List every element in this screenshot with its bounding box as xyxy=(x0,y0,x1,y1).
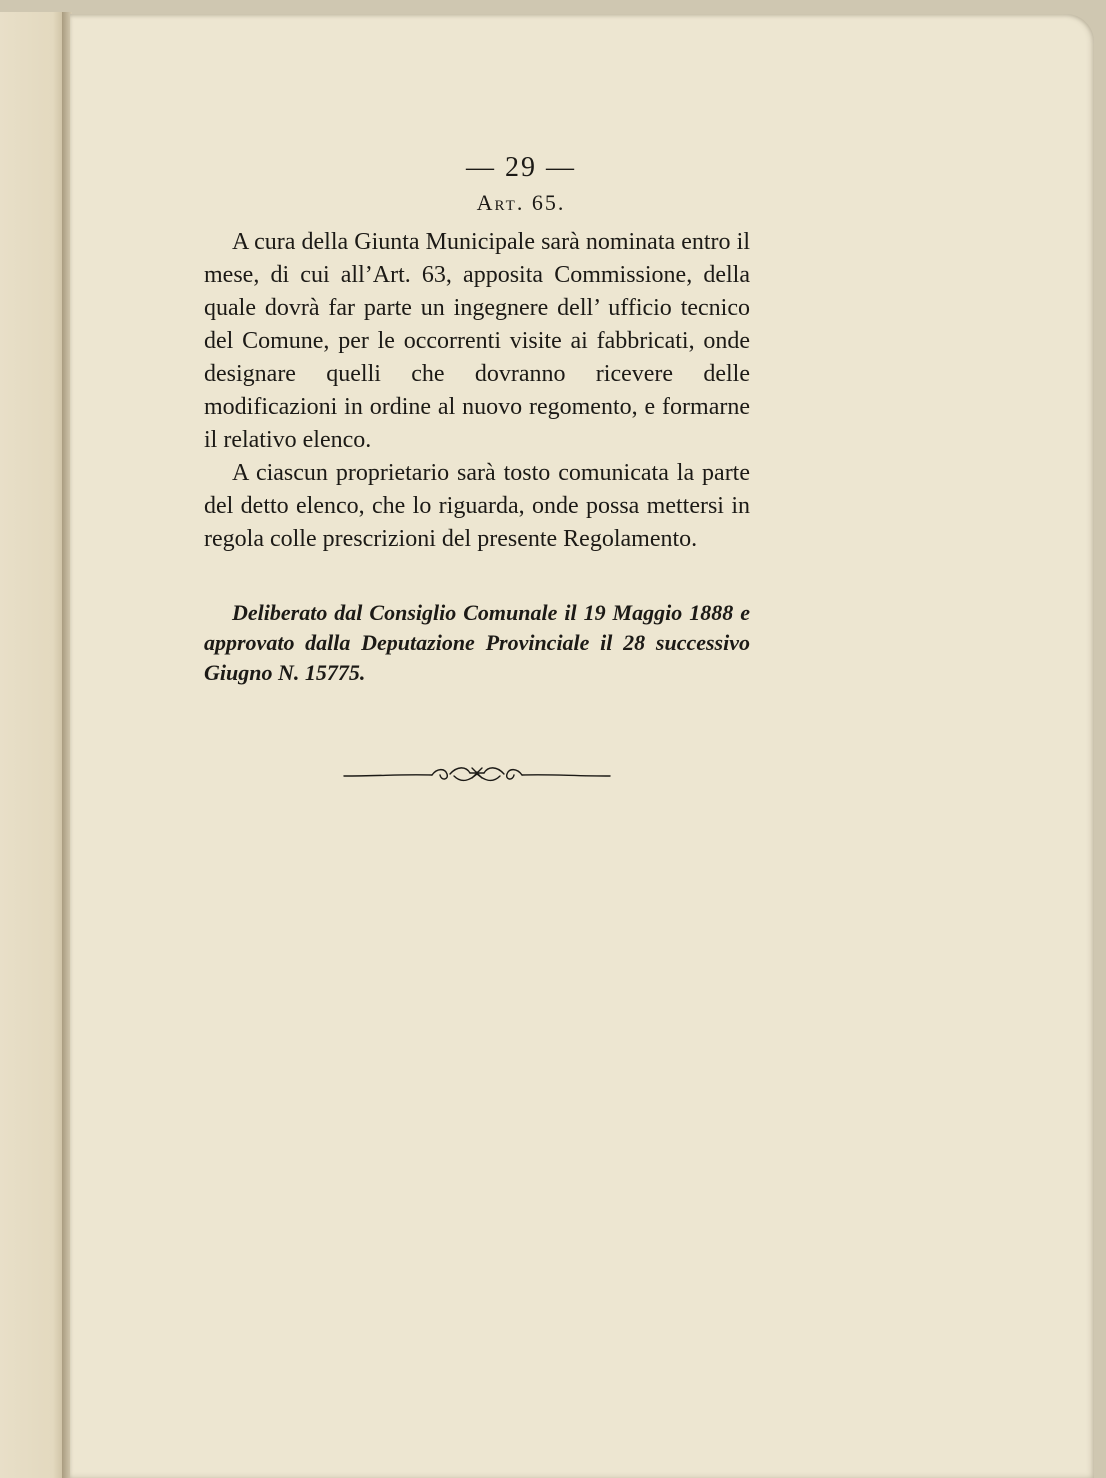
paragraph: A ciascun proprietario sarà tosto comunicata la parte del detto elenco, che lo riguarda, onde possa mettersi in regola colle prescrizioni del presente Regolamento. xyxy=(204,460,750,552)
decorative-rule-ornament-icon xyxy=(342,762,612,786)
facing-page-edge xyxy=(0,12,66,1478)
deliberation-note: Deliberato dal Consiglio Comunale il 19 Maggio 1888 e approvato dalla Deputazione Provinciale il 28 successivo Giugno N. 15775. xyxy=(204,600,750,685)
article-body xyxy=(204,226,750,556)
page-number: — 29 — xyxy=(466,152,576,183)
document-page xyxy=(70,14,1094,1478)
paragraph: A cura della Giunta Municipale sarà nominata entro il mese, di cui all’Art. 63, apposita Commissione, della quale dovrà far parte un ingegnere dell’ ufficio tecnico del Comune, per le occorrenti visite ai fabbricati, onde designare quelli che dovranno ricevere delle modificazioni in ordine al nuovo regomento, e formarne il relativo elenco. xyxy=(204,229,750,453)
article-heading: Art. 65. xyxy=(476,190,566,215)
